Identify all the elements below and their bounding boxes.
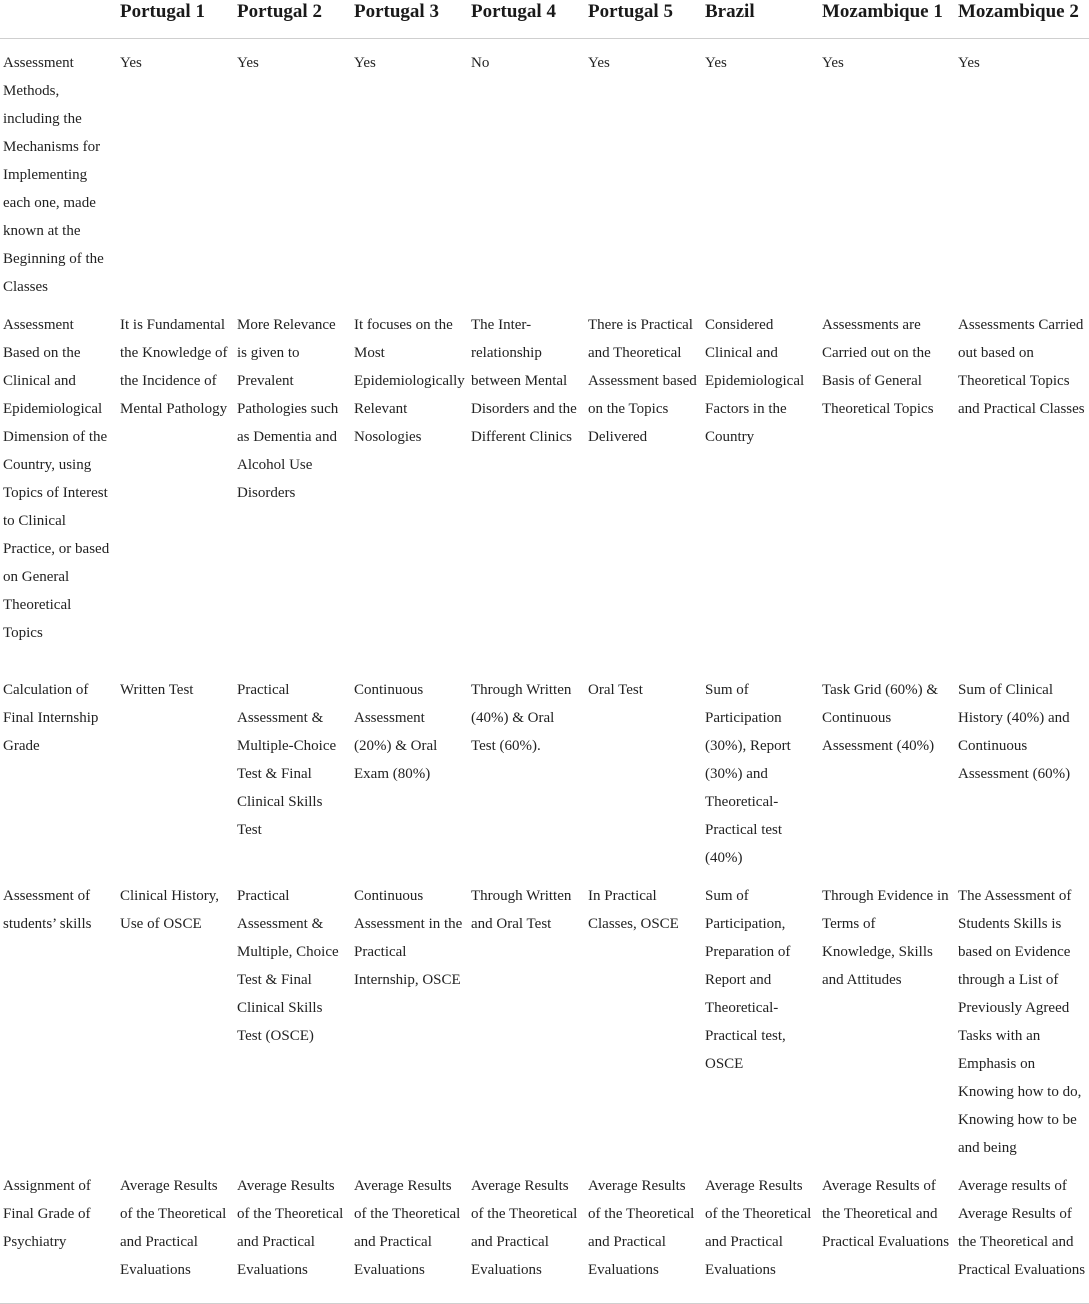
table-cell: In Practical Classes, OSCE xyxy=(588,888,679,932)
table-row xyxy=(0,872,1089,1162)
table-cell: Practical Assessment & Multiple-Choice Test & Final Clinical Skills Test xyxy=(237,682,337,838)
table-row xyxy=(0,301,1089,666)
header-cell-portugal-3: Portugal 3 xyxy=(351,0,468,39)
table-cell: More Relevance is given to Prevalent Pathologies such as Dementia and Alcohol Use Disorders xyxy=(237,317,339,501)
table-cell: Oral Test xyxy=(588,682,643,698)
table-cell: Yes xyxy=(822,55,844,71)
table-cell: There is Practical and Theoretical Assessment based on the Topics Delivered xyxy=(588,317,697,445)
table-cell: The Inter-relationship between Mental Disorders and the Different Clinics xyxy=(471,317,577,445)
table-cell: No xyxy=(471,55,490,71)
header-cell-mozambique-1: Mozambique 1 xyxy=(819,0,955,39)
header-cell-portugal-4: Portugal 4 xyxy=(468,0,585,39)
header-cell-portugal-5: Portugal 5 xyxy=(585,0,702,39)
table-row xyxy=(0,1162,1089,1304)
table-cell: Average Results of the Theoretical and Practical Evaluations xyxy=(585,1162,702,1304)
header-cell-portugal-2: Portugal 2 xyxy=(234,0,351,39)
table-cell: Clinical History, Use of OSCE xyxy=(120,888,220,932)
row-label-cell: Assessment Methods, including the Mechanisms for Implementing each one, made known at the Beginning of the Classes xyxy=(3,55,104,295)
table-cell: Yes xyxy=(237,55,259,71)
table-cell: Assessments are Carried out on the Basis of General Theoretical Topics xyxy=(822,317,934,417)
table-cell: Sum of Participation, Preparation of Report and Theoretical-Practical test, OSCE xyxy=(705,888,791,1072)
table-cell: Average Results of the Theoretical and Practical Evaluations xyxy=(819,1162,955,1304)
table-cell: The Assessment of Students Skills is based on Evidence through a List of Previously Agreed Tasks with an Emphasis on Knowing how to do, Knowing how to be and being xyxy=(958,888,1082,1156)
table-body xyxy=(0,39,1089,1304)
row-label-cell: Calculation of Final Internship Grade xyxy=(3,682,99,754)
table-cell: Task Grid (60%) & Continuous Assessment (40%) xyxy=(822,682,939,754)
table-cell: Average Results of the Theoretical and Practical Evaluations xyxy=(468,1162,585,1304)
table-cell: Yes xyxy=(958,55,980,71)
table-cell: Yes xyxy=(354,55,376,71)
header-cell-brazil: Brazil xyxy=(702,0,819,39)
table-cell: Average Results of the Theoretical and Practical Evaluations xyxy=(702,1162,819,1304)
table-cell: Yes xyxy=(120,55,142,71)
table-cell: Through Evidence in Terms of Knowledge, Skills and Attitudes xyxy=(822,888,949,988)
table-cell: Assessments Carried out based on Theoretical Topics and Practical Classes xyxy=(958,317,1085,417)
table-cell: Average Results of the Theoretical and Practical Evaluations xyxy=(234,1162,351,1304)
table-cell: Through Written and Oral Test xyxy=(471,888,572,932)
table-header xyxy=(0,0,1089,39)
header-cell-mozambique-2: Mozambique 2 xyxy=(955,0,1089,39)
row-label-cell: Assessment of students’ skills xyxy=(3,888,92,932)
table-cell: Through Written (40%) & Oral Test (60%). xyxy=(471,682,572,754)
table-cell: Yes xyxy=(588,55,610,71)
header-row xyxy=(0,0,1089,39)
table-cell: Practical Assessment & Multiple, Choice Test & Final Clinical Skills Test (OSCE) xyxy=(237,888,339,1044)
row-label-cell: Assignment of Final Grade of Psychiatry xyxy=(0,1162,117,1304)
table-cell: It is Fundamental the Knowledge of the Incidence of Mental Pathology xyxy=(120,317,228,417)
table-cell: Average Results of the Theoretical and Practical Evaluations xyxy=(117,1162,234,1304)
row-label-cell: Assessment Based on the Clinical and Epidemiological Dimension of the Country, using Topics of Interest to Clinical Practice, or based on General Theoretical Topics xyxy=(3,317,110,641)
table-cell: Average Results of the Theoretical and Practical Evaluations xyxy=(351,1162,468,1304)
header-cell-portugal-1: Portugal 1 xyxy=(117,0,234,39)
table-row xyxy=(0,39,1089,302)
table-cell: Sum of Participation (30%), Report (30%) and Theoretical-Practical test (40%) xyxy=(705,682,791,866)
table-cell: Written Test xyxy=(120,682,194,698)
table-cell: Continuous Assessment in the Practical Internship, OSCE xyxy=(354,888,463,988)
table-row xyxy=(0,666,1089,872)
table-cell: It focuses on the Most Epidemiologically Relevant Nosologies xyxy=(354,317,465,445)
table-cell: Considered Clinical and Epidemiological Factors in the Country xyxy=(705,317,805,445)
table-cell: Average results of Average Results of the Theoretical and Practical Evaluations xyxy=(955,1162,1089,1304)
table-cell: Yes xyxy=(705,55,727,71)
table-cell: Continuous Assessment (20%) & Oral Exam (80%) xyxy=(354,682,438,782)
table-cell: Sum of Clinical History (40%) and Continuous Assessment (60%) xyxy=(958,682,1071,782)
header-cell-empty xyxy=(0,0,117,39)
